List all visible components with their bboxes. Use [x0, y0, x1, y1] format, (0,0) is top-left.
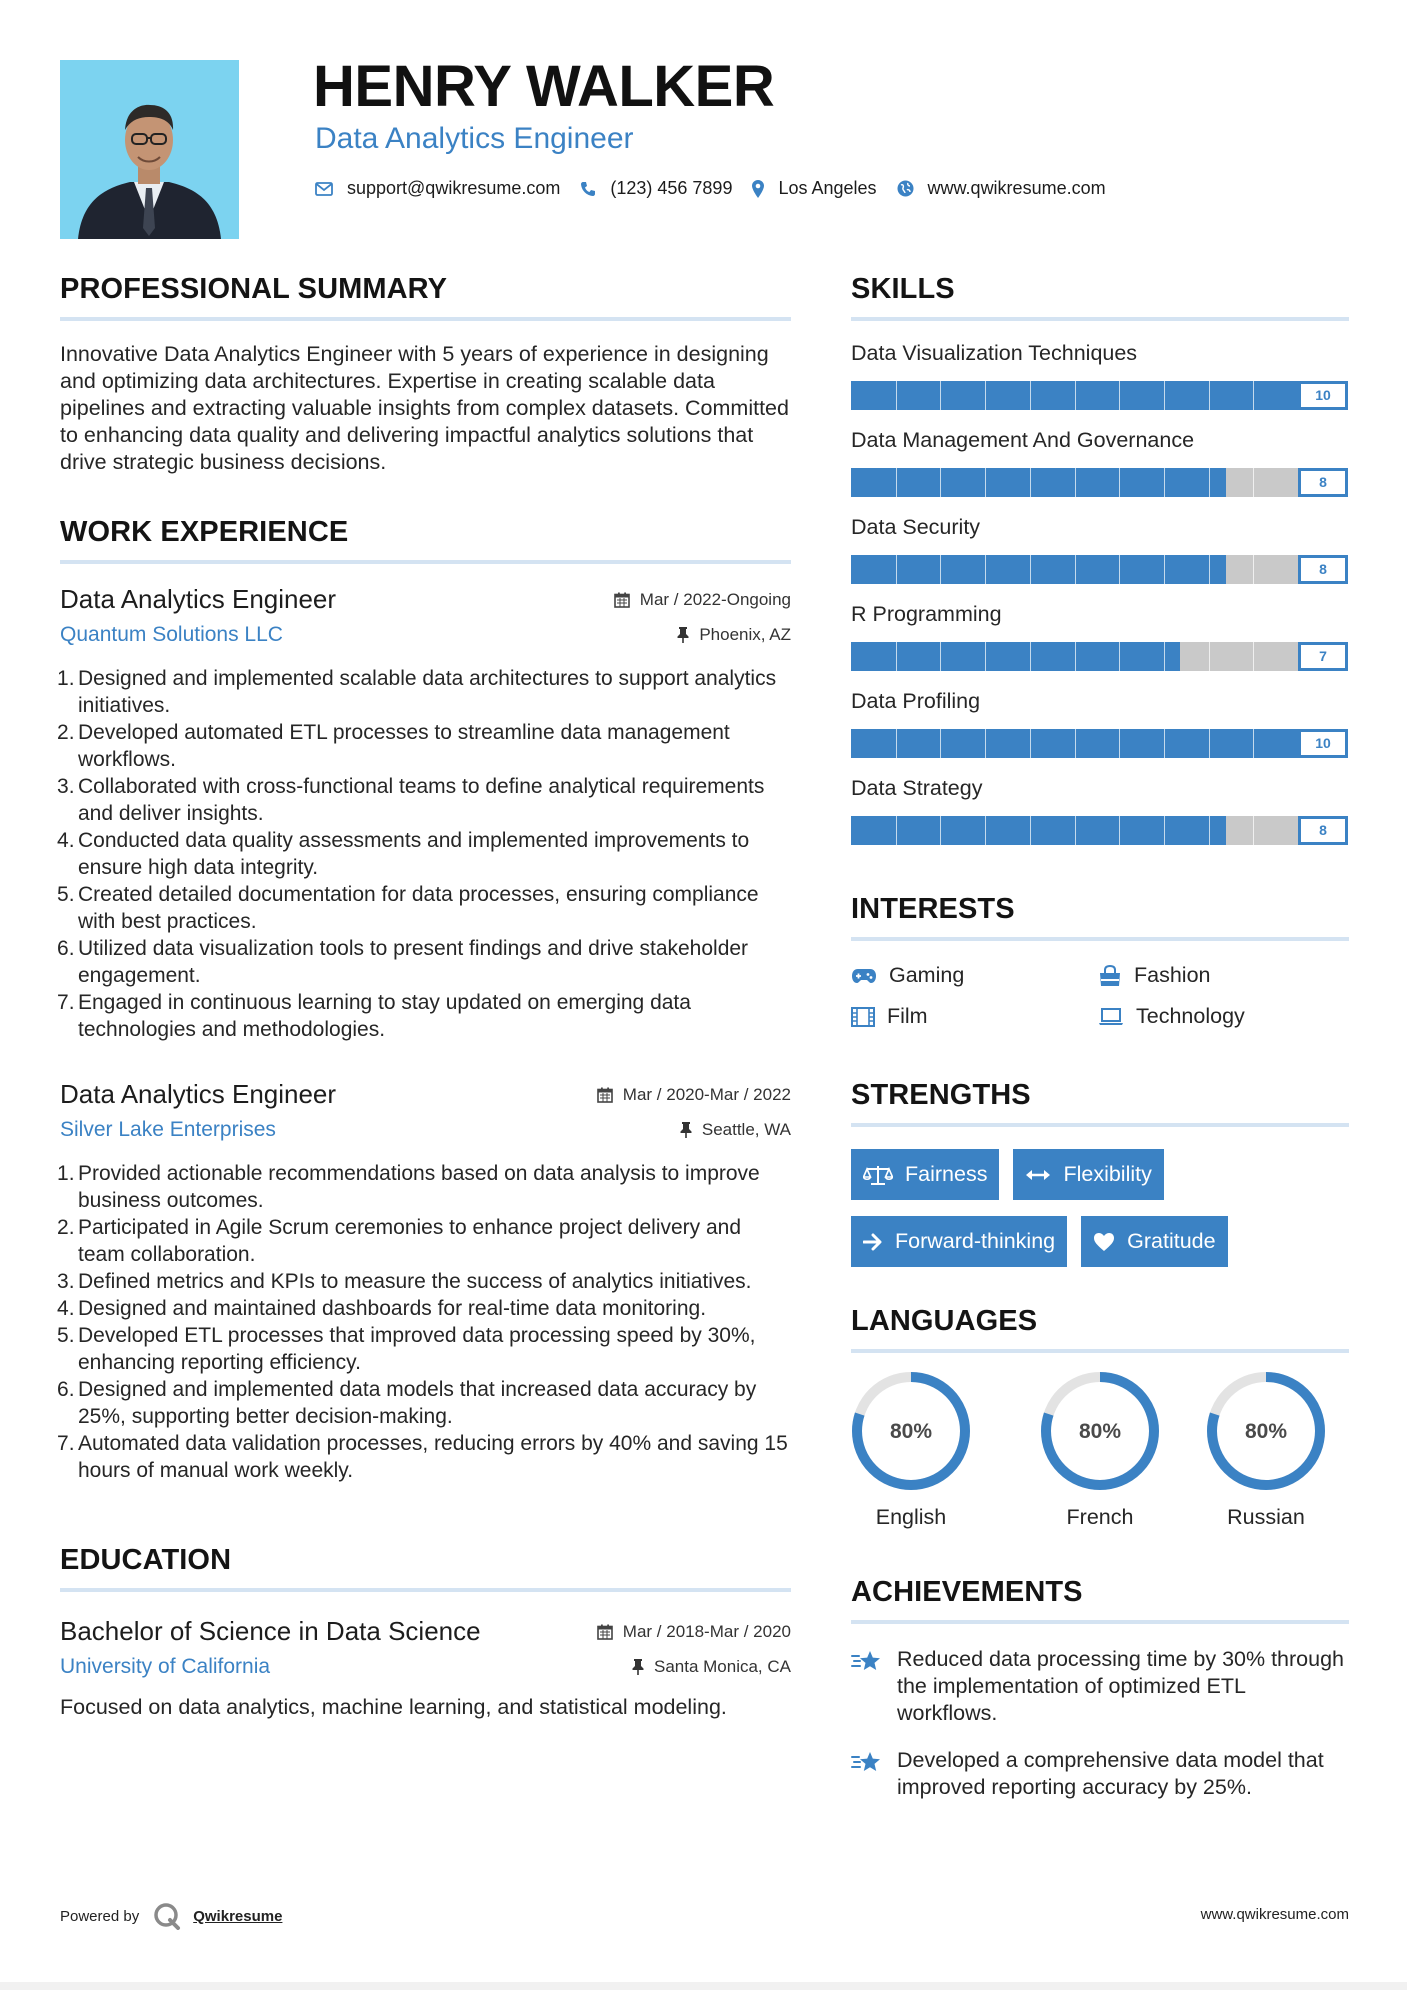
job-title: Data Analytics Engineer	[60, 1079, 337, 1109]
film-icon	[851, 1007, 875, 1027]
job-location-text: Phoenix, AZ	[699, 625, 791, 644]
language-ring	[1206, 1371, 1326, 1491]
skill-bar-fill	[851, 468, 1226, 497]
skill-level: 8	[1298, 468, 1348, 497]
education-dates-text: Mar / 2018-Mar / 2020	[622, 1622, 791, 1641]
skill-bar-segment	[1253, 555, 1254, 584]
profile-photo	[60, 60, 239, 239]
education-entry	[60, 1616, 791, 1720]
job-location	[680, 1120, 791, 1140]
list-item: Developed ETL processes that improved data processing speed by 30%, enhancing reporting efficiency.	[78, 1324, 756, 1374]
skill-name: Data Strategy	[851, 776, 983, 800]
gamepad-icon	[851, 968, 877, 984]
list-item: Designed and implemented data models that increased data accuracy by 25%, supporting better decision-making.	[78, 1378, 757, 1428]
shooting-star-icon	[851, 1749, 883, 1777]
languages-heading: LANGUAGES	[851, 1307, 1349, 1353]
strength-label: Fairness	[905, 1162, 988, 1186]
skill-bar-segment	[1209, 729, 1210, 758]
skill-bar-segment	[1075, 468, 1076, 497]
skill-bar-segment	[896, 816, 897, 845]
skill-item	[851, 598, 1349, 671]
job-company: Silver Lake Enterprises	[60, 1118, 276, 1141]
skill-name: Data Visualization Techniques	[851, 341, 1138, 365]
contact-email[interactable]	[315, 178, 560, 199]
strength-label: Forward-thinking	[895, 1229, 1056, 1253]
skill-bar-segment	[1030, 555, 1031, 584]
footer-powered-by	[60, 1902, 282, 1930]
pushpin-icon	[677, 627, 689, 643]
skill-bar-segment	[1119, 729, 1120, 758]
skill-bar-segment	[1209, 816, 1210, 845]
skill-bar	[851, 642, 1348, 671]
contact-website[interactable]	[897, 178, 1106, 199]
list-item: Utilized data visualization tools to present findings and drive stakeholder engagement.	[78, 937, 749, 987]
skill-bar-segment	[940, 642, 941, 671]
job-dates-text: Mar / 2020-Mar / 2022	[622, 1085, 791, 1104]
skill-bar-segment	[1075, 555, 1076, 584]
skill-bar-segment	[1164, 555, 1165, 584]
experience-heading: WORK EXPERIENCE	[60, 518, 791, 564]
languages-list	[851, 1371, 1349, 1530]
interest-item	[1098, 963, 1348, 988]
envelope-icon	[315, 182, 333, 196]
contact-phone[interactable]	[580, 178, 732, 199]
skill-bar-segment	[1253, 642, 1254, 671]
achievement-item	[851, 1747, 1349, 1801]
job-dates-text: Mar / 2022-Ongoing	[639, 590, 791, 609]
skill-bar	[851, 555, 1348, 584]
skill-bar-segment	[985, 642, 986, 671]
education-dates	[597, 1622, 791, 1642]
interest-label: Film	[887, 1004, 928, 1028]
skill-bar-segment	[985, 555, 986, 584]
map-marker-icon	[752, 180, 764, 198]
interests-heading: INTERESTS	[851, 895, 1349, 941]
skill-bar-segment	[1209, 642, 1210, 671]
skill-bar-segment	[940, 729, 941, 758]
skill-bar-segment	[896, 468, 897, 497]
skill-bar-fill	[851, 642, 1180, 671]
skill-bar-segment	[1253, 381, 1254, 410]
education-heading: EDUCATION	[60, 1546, 791, 1592]
skill-item	[851, 424, 1349, 497]
interest-item	[1098, 1004, 1348, 1029]
calendar-icon	[614, 592, 630, 608]
skill-bar-segment	[1164, 642, 1165, 671]
summary-heading: PROFESSIONAL SUMMARY	[60, 275, 791, 321]
skill-bar-segment	[896, 381, 897, 410]
calendar-icon	[597, 1624, 613, 1640]
skills-heading: SKILLS	[851, 275, 1349, 321]
job-title: Data Analytics Engineer	[60, 584, 337, 614]
skill-bar-segment	[1164, 468, 1165, 497]
skill-bar-segment	[1075, 381, 1076, 410]
list-item: Engaged in continuous learning to stay updated on emerging data technologies and methodologies.	[78, 991, 691, 1041]
skill-bar-segment	[1209, 381, 1210, 410]
education-description: Focused on data analytics, machine learning, and statistical modeling.	[60, 1695, 727, 1719]
list-item: Conducted data quality assessments and implemented improvements to ensure high data integrity.	[78, 829, 750, 879]
right-column	[851, 275, 1349, 1801]
language-item	[1183, 1371, 1349, 1530]
powered-by-label: Powered by	[60, 1907, 140, 1925]
skill-bar-segment	[1119, 468, 1120, 497]
location-text: Los Angeles	[778, 178, 877, 198]
skill-bar-fill	[851, 816, 1226, 845]
skill-bar-segment	[1119, 816, 1120, 845]
phone-icon	[580, 181, 596, 197]
language-percent: 80%	[1244, 1420, 1288, 1443]
skill-bar-segment	[1164, 816, 1165, 845]
job-entry	[60, 584, 791, 1043]
balance-scale-icon	[863, 1164, 893, 1186]
job-dates	[614, 590, 791, 610]
job-bullets	[60, 665, 791, 1043]
list-item: Defined metrics and KPIs to measure the success of analytics initiatives.	[78, 1270, 752, 1293]
skill-level: 10	[1298, 729, 1348, 758]
left-column	[60, 275, 791, 1720]
interest-label: Technology	[1136, 1004, 1245, 1028]
skill-bar-segment	[1119, 555, 1120, 584]
shopping-bag-icon	[1098, 965, 1122, 987]
language-name: French	[1066, 1505, 1134, 1529]
footer-website[interactable]: www.qwikresume.com	[1200, 1906, 1349, 1923]
degree-title: Bachelor of Science in Data Science	[60, 1616, 481, 1646]
skill-name: R Programming	[851, 602, 1002, 626]
strength-label: Flexibility	[1063, 1162, 1152, 1186]
contact-bar	[315, 178, 1126, 199]
skill-bar-segment	[940, 381, 941, 410]
laptop-icon	[1098, 1008, 1124, 1026]
achievements-heading: ACHIEVEMENTS	[851, 1578, 1349, 1624]
skill-name: Data Security	[851, 515, 981, 539]
strength-label: Gratitude	[1127, 1229, 1216, 1253]
strength-chip	[851, 1149, 999, 1200]
achievement-text: Reduced data processing time by 30% through the implementation of optimized ETL workflows.	[897, 1647, 1344, 1725]
skill-bar	[851, 816, 1348, 845]
job-location	[677, 625, 791, 645]
skill-bar-segment	[1164, 729, 1165, 758]
language-item	[851, 1371, 971, 1530]
language-percent: 80%	[889, 1420, 933, 1443]
strengths-heading: STRENGTHS	[851, 1081, 1349, 1127]
skill-bar-segment	[1075, 642, 1076, 671]
contact-location	[752, 178, 876, 199]
list-item: Participated in Agile Scrum ceremonies to enhance project delivery and team collaboration.	[78, 1216, 742, 1266]
skill-level: 8	[1298, 555, 1348, 584]
interest-label: Gaming	[889, 963, 965, 987]
skill-bar-segment	[1253, 468, 1254, 497]
skill-bar-segment	[940, 468, 941, 497]
list-item: Automated data validation processes, reducing errors by 40% and saving 15 hours of manual work weekly.	[78, 1432, 788, 1482]
skill-bar-segment	[985, 381, 986, 410]
candidate-name: HENRY WALKER	[313, 54, 775, 119]
job-company: Quantum Solutions LLC	[60, 623, 283, 646]
pushpin-icon	[632, 1659, 644, 1675]
globe-icon	[897, 180, 914, 197]
skill-level: 10	[1298, 381, 1348, 410]
skills-list	[851, 337, 1349, 845]
job-entry	[60, 1079, 791, 1484]
interest-label: Fashion	[1134, 963, 1211, 987]
skill-bar	[851, 729, 1348, 758]
skill-level: 7	[1298, 642, 1348, 671]
job-bullets	[60, 1160, 791, 1484]
list-item: Developed automated ETL processes to streamline data management workflows.	[78, 721, 730, 771]
qwikresume-link[interactable]: Qwikresume	[193, 1907, 283, 1925]
skill-bar-segment	[1030, 642, 1031, 671]
skill-bar-fill	[851, 729, 1348, 758]
skill-bar-segment	[1119, 642, 1120, 671]
skill-bar-segment	[985, 468, 986, 497]
skill-bar-segment	[1030, 381, 1031, 410]
achievement-item	[851, 1646, 1349, 1727]
phone-text: (123) 456 7899	[610, 178, 733, 198]
email-text: support@qwikresume.com	[347, 178, 561, 198]
skill-bar-segment	[1119, 381, 1120, 410]
skill-item	[851, 772, 1349, 845]
education-location	[632, 1657, 791, 1677]
arrow-right-icon	[863, 1233, 883, 1251]
skill-bar	[851, 381, 1348, 410]
skill-bar-segment	[1075, 816, 1076, 845]
skill-bar-segment	[1030, 468, 1031, 497]
summary-text: Innovative Data Analytics Engineer with 5 years of experience in designing and optimizing data architectures. Expertise in creating scalable data pipelines and extracting valuable insights from complex datasets. Committed to enhancing data quality and delivering impactful analytics solutions that drive strategic business decisions.	[60, 342, 789, 474]
education-location-text: Santa Monica, CA	[653, 1657, 791, 1676]
language-ring	[851, 1371, 971, 1491]
skill-item	[851, 511, 1349, 584]
school-name: University of California	[60, 1655, 271, 1678]
skill-bar-fill	[851, 555, 1226, 584]
language-item	[1017, 1371, 1183, 1530]
language-name: English	[875, 1505, 947, 1529]
skill-bar-segment	[896, 729, 897, 758]
job-dates	[597, 1085, 791, 1105]
pushpin-icon	[680, 1122, 692, 1138]
strength-chip	[1013, 1149, 1163, 1200]
skill-bar-segment	[896, 642, 897, 671]
skill-bar	[851, 468, 1348, 497]
list-item: Created detailed documentation for data processes, ensuring compliance with best practices.	[78, 883, 759, 933]
list-item: Designed and maintained dashboards for real-time data monitoring.	[78, 1297, 707, 1320]
skill-name: Data Management And Governance	[851, 428, 1195, 452]
job-location-text: Seattle, WA	[701, 1120, 791, 1139]
skill-item	[851, 685, 1349, 758]
qwikresume-logo-icon	[153, 1902, 181, 1930]
skill-name: Data Profiling	[851, 689, 981, 713]
candidate-role: Data Analytics Engineer	[315, 122, 634, 155]
skill-bar-fill	[851, 381, 1348, 410]
list-item: Collaborated with cross-functional teams to define analytical requirements and deliver insights.	[78, 775, 765, 825]
language-ring	[1040, 1371, 1160, 1491]
skill-level: 8	[1298, 816, 1348, 845]
interest-item	[851, 963, 1098, 988]
list-item: Designed and implemented scalable data architectures to support analytics initiatives.	[78, 667, 777, 717]
skill-bar-segment	[896, 555, 897, 584]
skill-bar-segment	[1030, 816, 1031, 845]
skill-bar-segment	[985, 816, 986, 845]
skill-bar-segment	[1075, 729, 1076, 758]
arrows-horizontal-icon	[1025, 1168, 1051, 1182]
strengths-list	[851, 1149, 1349, 1267]
skill-bar-segment	[985, 729, 986, 758]
shooting-star-icon	[851, 1648, 883, 1676]
skill-bar-segment	[940, 816, 941, 845]
calendar-icon	[597, 1087, 613, 1103]
language-name: Russian	[1227, 1505, 1305, 1529]
skill-bar-segment	[1209, 555, 1210, 584]
interests-list	[851, 963, 1349, 1029]
achievement-text: Developed a comprehensive data model that improved reporting accuracy by 25%.	[897, 1748, 1324, 1799]
website-text: www.qwikresume.com	[927, 178, 1106, 198]
list-item: Provided actionable recommendations based on data analysis to improve business outcomes.	[78, 1162, 760, 1212]
skill-bar-segment	[1209, 468, 1210, 497]
strength-chip	[1081, 1216, 1227, 1267]
language-percent: 80%	[1078, 1420, 1122, 1443]
skill-bar-segment	[1253, 729, 1254, 758]
skill-bar-segment	[1030, 729, 1031, 758]
skill-bar-segment	[940, 555, 941, 584]
strength-chip	[851, 1216, 1067, 1267]
skill-bar-segment	[1253, 816, 1254, 845]
skill-item	[851, 337, 1349, 410]
interest-item	[851, 1004, 1098, 1029]
heart-icon	[1093, 1232, 1115, 1252]
skill-bar-segment	[1164, 381, 1165, 410]
